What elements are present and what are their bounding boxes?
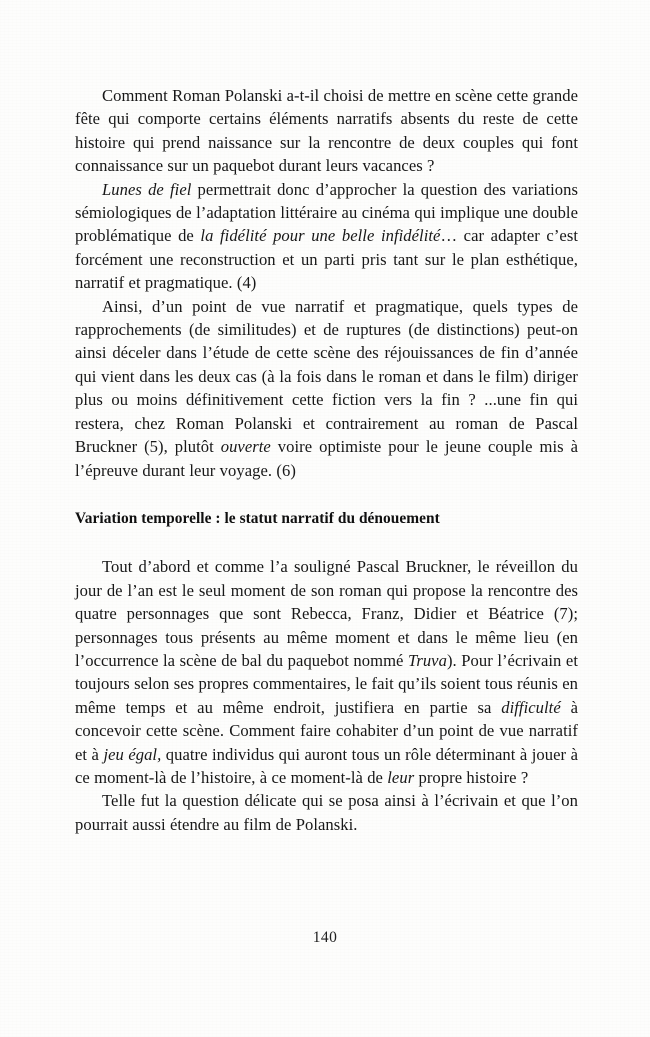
italic-run: Lunes de fiel: [102, 179, 192, 199]
italic-run: ouverte: [220, 437, 271, 457]
paragraph-3: [75, 295, 578, 482]
paragraph-2: [75, 178, 578, 295]
text-run: Tout d’abord et comme l’a souligné Pascal Bruckner, le réveillon du jour de l’an est le seul moment de son roman qui propose la rencontre des quatre personnages que sont Rebecca, Franz, Didier et Béatrice (7); personnages tous présents au même moment et dans le même lieu (en l’occurrence la scène de bal du paquebot nommé: [75, 557, 578, 670]
italic-run: jeu égal,: [103, 744, 162, 764]
text-run: Ainsi, d’un point de vue narratif et pragmatique, quels types de rapprochements (de similitudes) et de ruptures (de distinctions) peut-on ainsi déceler dans l’étude de cette scène des réjouissances de fin d’année qui vient dans les deux cas (à la fois dans le roman et dans le film) diriger plus ou moins définitivement cette fiction vers la fin ? ...une fin qui restera, chez Roman Polanski et contrairement au roman de Pascal Bruckner (5), plutôt: [75, 296, 578, 457]
italic-run: Truva: [407, 650, 447, 670]
paragraph-block-before-heading: [75, 84, 578, 482]
paragraph-4: [75, 555, 578, 789]
text-run: à concevoir cette scène. Comment faire cohabiter d’un point de vue narratif et à: [75, 697, 579, 764]
page-number: 140: [312, 929, 338, 946]
section-heading: Variation temporelle : le statut narratif du dénouement: [75, 509, 440, 527]
text-run: voire optimiste pour le jeune couple mis à l’épreuve durant leur voyage. (6): [75, 437, 578, 480]
paragraph-1: [75, 84, 578, 178]
paragraph-block-after-heading: [75, 555, 578, 836]
text-run: … car adapter c’est forcément une reconstruction et un parti pris tant sur le plan esthétique, narratif et pragmatique. (4): [75, 226, 578, 293]
paragraph-5: [75, 789, 578, 836]
text-run: quatre individus qui auront tous un rôle déterminant à jouer à ce moment-là de l’histoire, à ce moment-là de: [75, 744, 578, 787]
text-run: propre histoire ?: [414, 767, 529, 787]
italic-run: difficulté: [501, 697, 561, 717]
text-run: ). Pour l’écrivain et toujours selon ses propres commentaires, le fait qu’ils soient tous réunis en même temps et au même endroit, justifiera en partie sa: [75, 650, 578, 717]
text-run: permettrait donc d’approcher la question des variations sémiologiques de l’adaptation littéraire au cinéma qui implique une double problématique de: [75, 179, 578, 246]
text-run: Comment Roman Polanski a-t-il choisi de mettre en scène cette grande fête qui comporte certains éléments narratifs absents du reste de cette histoire qui prend naissance sur la rencontre de deux couples qui font connaissance sur un paquebot durant leurs vacances ?: [75, 86, 578, 176]
text-column: [75, 84, 578, 836]
text-run: Telle fut la question délicate qui se posa ainsi à l’écrivain et que l’on pourrait aussi étendre au film de Polanski.: [75, 791, 578, 834]
italic-run: la fidélité pour une belle infidélité: [200, 226, 441, 246]
italic-run: leur: [387, 767, 415, 787]
